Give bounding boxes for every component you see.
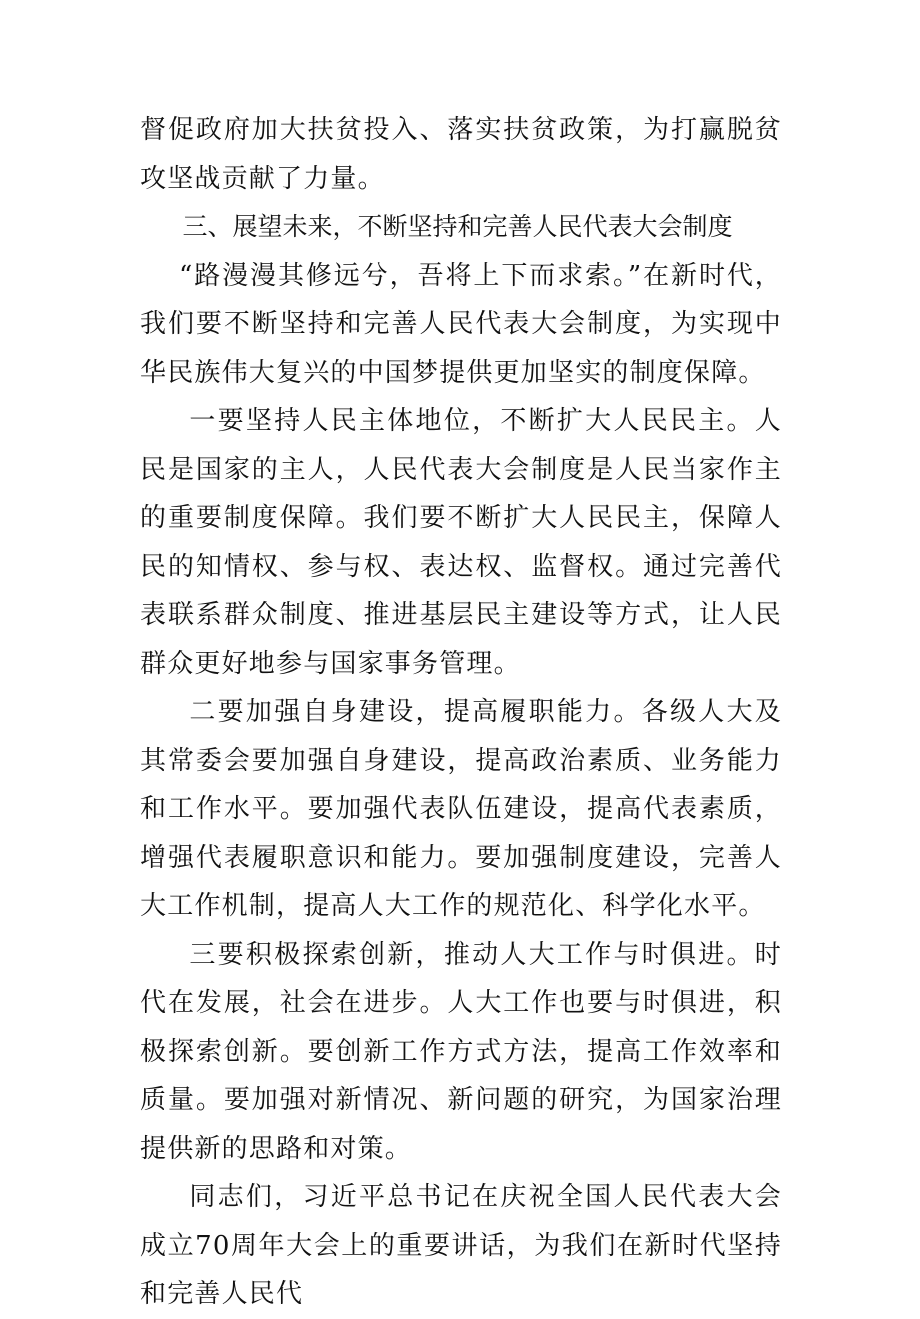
- paragraph-quote: “路漫漫其修远兮，吾将上下而求索。”在新时代，我们要不断坚持和完善人民代表大会制度，为实现中华民族伟大复兴的中国梦提供更加坚实的制度保障。: [140, 260, 782, 388]
- section-heading: 三、展望未来，不断坚持和完善人民代表大会制度: [182, 212, 733, 241]
- paragraph-closing: 同志们，习近平总书记在庆祝全国人民代表大会成立70周年大会上的重要讲话，为我们在新时代坚持和完善人民代: [140, 1182, 782, 1309]
- paragraph-point-one: 一要坚持人民主体地位，不断扩大人民民主。人民是国家的主人，人民代表大会制度是人民当家作主的重要制度保障。我们要不断扩大人民民主，保障人民的知情权、参与权、表达权、监督权。通过完善代表联系群众制度、推进基层民主建设等方式，让人民群众更好地参与国家事务管理。: [140, 406, 782, 679]
- paragraph-point-three: 三要积极探索创新，推动人大工作与时俱进。时代在发展，社会在进步。人大工作也要与时俱进，积极探索创新。要创新工作方式方法，提高工作效率和质量。要加强对新情况、新问题的研究，为国家治理提供新的思路和对策。: [140, 939, 782, 1164]
- document-page: [140, 106, 782, 1319]
- paragraph-point-two: 二要加强自身建设，提高履职能力。各级人大及其常委会要加强自身建设，提高政治素质、业务能力和工作水平。要加强代表队伍建设，提高代表素质，增强代表履职意识和能力。要加强制度建设，完善人大工作机制，提高人大工作的规范化、科学化水平。: [140, 697, 782, 921]
- paragraph-continuation: 督促政府加大扶贫投入、落实扶贫政策，为打赢脱贫攻坚战贡献了力量。: [140, 115, 782, 194]
